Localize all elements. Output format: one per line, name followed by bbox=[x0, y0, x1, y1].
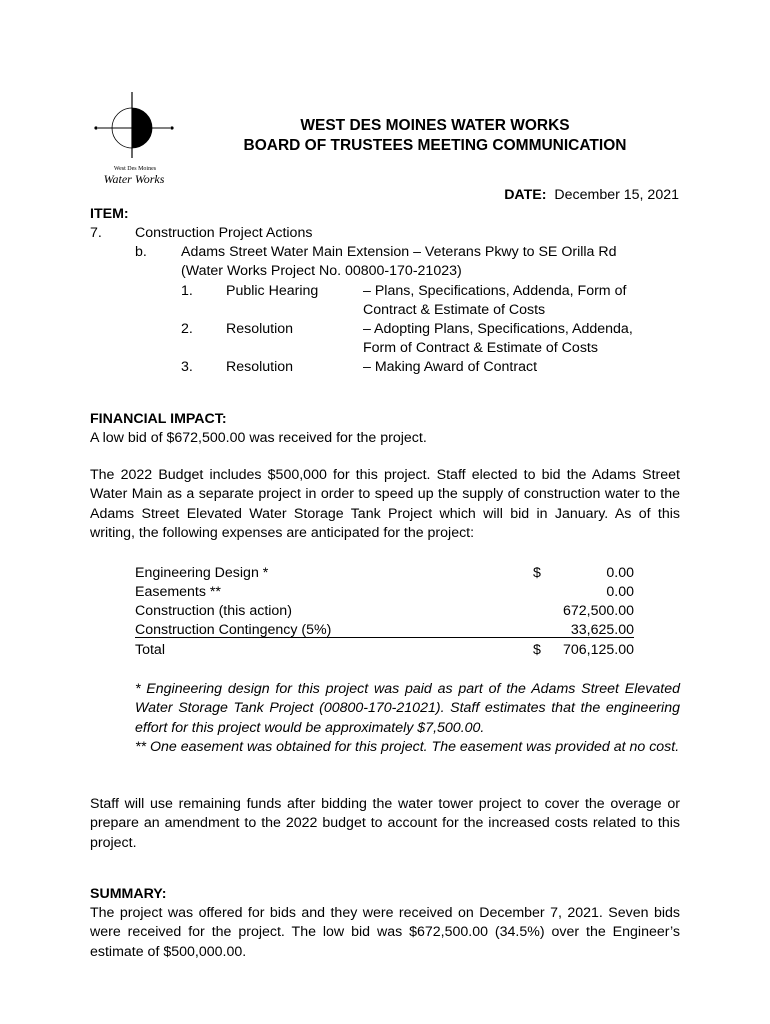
expense-amount: 706,125.00 bbox=[562, 642, 634, 658]
action-number: 3. bbox=[181, 359, 193, 375]
expense-amount: 33,625.00 bbox=[570, 622, 634, 638]
expense-amount: 0.00 bbox=[606, 565, 634, 581]
action-type: Resolution bbox=[226, 321, 294, 337]
date-label: DATE: bbox=[504, 187, 547, 203]
footnote-engineering: * Engineering design for this project was paid as part of the Adams Street Elevated Water Storage Tank Project (00800-170-21021). Staff estimates that the engineering effort for this project would be approximately $7,500.00. bbox=[135, 681, 680, 736]
budget-paragraph: The 2022 Budget includes $500,000 for this project. Staff elected to bid the Adams Street Water Main as a separate project in order to speed up the supply of construction water to the Adams Street Elevated Water Storage Tank Project which will bid in January. As of this writing, the following expenses are anticipated for the project: bbox=[90, 467, 680, 542]
expense-amount: 672,500.00 bbox=[562, 603, 634, 619]
item-label: ITEM: bbox=[90, 206, 129, 222]
expense-label: Easements ** bbox=[135, 584, 221, 600]
logo-script-text: Water Works bbox=[103, 172, 165, 186]
remaining-funds-paragraph: Staff will use remaining funds after bidding the water tower project to cover the overage or prepare an amendment to the 2022 budget to account for the increased costs related to this project. bbox=[90, 796, 680, 851]
subitem-title: Adams Street Water Main Extension – Veterans Pkwy to SE Orilla Rd bbox=[181, 244, 617, 260]
meeting-date bbox=[504, 186, 679, 205]
action-type: Resolution bbox=[226, 359, 294, 375]
item-title: Construction Project Actions bbox=[135, 225, 313, 241]
footnote-easement: ** One easement was obtained for this project. The easement was provided at no cost. bbox=[135, 739, 680, 755]
page-title: BOARD OF TRUSTEES MEETING COMMUNICATION bbox=[243, 137, 627, 154]
action-number: 1. bbox=[181, 283, 193, 299]
action-description-cont: Form of Contract & Estimate of Costs bbox=[363, 340, 598, 356]
expense-currency: $ bbox=[533, 565, 541, 581]
action-description: – Plans, Specifications, Addenda, Form of bbox=[363, 283, 627, 299]
action-description: – Adopting Plans, Specifications, Addenda, bbox=[363, 321, 633, 337]
date-value: December 15, 2021 bbox=[554, 187, 679, 203]
financial-impact-heading: FINANCIAL IMPACT: bbox=[90, 411, 227, 427]
subtotal-rule bbox=[135, 637, 634, 638]
expense-currency: $ bbox=[533, 642, 541, 658]
action-description-cont: Contract & Estimate of Costs bbox=[363, 302, 546, 318]
action-type: Public Hearing bbox=[226, 283, 319, 299]
action-number: 2. bbox=[181, 321, 193, 337]
expense-amount: 0.00 bbox=[606, 584, 634, 600]
expense-label: Construction Contingency (5%) bbox=[135, 622, 332, 638]
organization-logo bbox=[92, 92, 176, 190]
logo-letter: W bbox=[111, 102, 155, 151]
summary-heading: SUMMARY: bbox=[90, 886, 167, 902]
item-number: 7. bbox=[90, 225, 102, 241]
subitem-letter: b. bbox=[135, 244, 147, 260]
logo-small-text: West Des Moines bbox=[113, 166, 157, 172]
expense-label: Construction (this action) bbox=[135, 603, 292, 619]
expense-label: Engineering Design * bbox=[135, 565, 269, 581]
org-title: WEST DES MOINES WATER WORKS bbox=[300, 117, 570, 134]
action-description: – Making Award of Contract bbox=[363, 359, 538, 375]
subitem-project-number: (Water Works Project No. 00800-170-21023) bbox=[181, 263, 462, 279]
expense-label: Total bbox=[135, 642, 165, 658]
summary-text: The project was offered for bids and they were received on December 7, 2021. Seven bids were received for the project. The low bid was $672,500.00 (34.5%) over the Engineer’s estimate of $500,000.00. bbox=[90, 905, 680, 960]
low-bid-text: A low bid of $672,500.00 was received for the project. bbox=[90, 430, 427, 446]
